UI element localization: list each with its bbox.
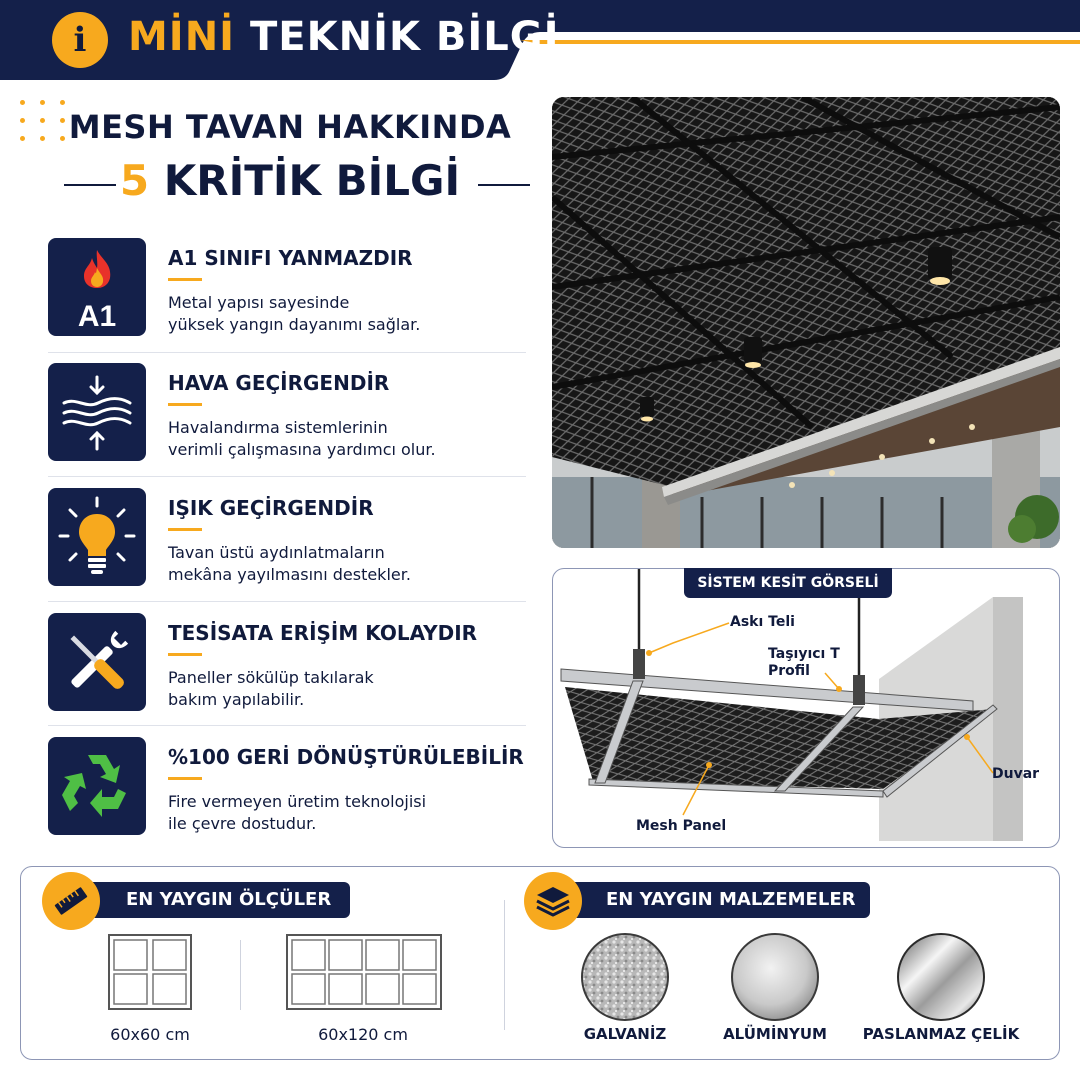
ruler-icon <box>42 872 100 930</box>
banner-title-main: TEKNİK BİLGİ <box>249 14 560 60</box>
feature-description: Havalandırma sistemlerinin verimli çalışmasına yardımcı olur. <box>168 418 436 459</box>
aluminyum-swatch <box>730 932 820 1022</box>
layers-icon <box>524 872 582 930</box>
divider <box>504 900 505 1030</box>
feature-accent-bar <box>168 653 202 656</box>
heading-line1: MESH TAVAN HAKKINDA <box>68 108 512 146</box>
feature-item-recycle <box>48 737 526 837</box>
divider <box>48 476 526 477</box>
feature-accent-bar <box>168 777 202 780</box>
material-label: GALVANİZ <box>583 1025 667 1043</box>
callout-tasiyici-profil: Taşıyıcı T Profil <box>768 646 840 679</box>
banner-title-accent: MİNİ <box>128 14 236 60</box>
callout-mesh-panel: Mesh Panel <box>636 818 727 834</box>
feature-item-air <box>48 363 526 463</box>
heading-line2 <box>40 156 540 205</box>
feature-title: %100 GERİ DÖNÜŞTÜRÜLEBİLİR <box>168 745 524 769</box>
tile-60x60-icon <box>108 934 192 1010</box>
heading-line2-text: KRİTİK BİLGİ <box>163 156 461 205</box>
feature-item-fire <box>48 238 526 338</box>
info-icon: i <box>52 12 108 68</box>
feature-accent-bar <box>168 278 202 281</box>
section-drawing <box>553 569 1061 849</box>
material-label: PASLANMAZ ÇELİK <box>862 1025 1020 1043</box>
feature-item-light <box>48 488 526 588</box>
divider <box>240 940 241 1010</box>
callout-aski-teli: Askı Teli <box>730 614 795 630</box>
galvaniz-swatch <box>580 932 670 1022</box>
feature-accent-bar <box>168 528 202 531</box>
section-tag: SİSTEM KESİT GÖRSELİ <box>684 568 892 598</box>
feature-title: IŞIK GEÇİRGENDİR <box>168 496 374 520</box>
feature-item-access <box>48 613 526 713</box>
heading-rule-right <box>478 184 530 186</box>
banner-title <box>128 14 559 60</box>
recycle-icon <box>48 737 146 835</box>
fire-a1-icon <box>48 238 146 336</box>
size-label: 60x60 cm <box>110 1025 190 1044</box>
feature-description: Metal yapısı sayesinde yüksek yangın dayanımı sağlar. <box>168 293 421 334</box>
feature-title: TESİSATA ERİŞİM KOLAYDIR <box>168 621 478 645</box>
heading-number: 5 <box>119 156 150 205</box>
feature-description: Fire vermeyen üretim teknolojisi ile çevre dostudur. <box>168 792 427 833</box>
feature-description: Tavan üstü aydınlatmaların mekâna yayılmasını destekler. <box>168 543 411 584</box>
feature-title: A1 SINIFI YANMAZDIR <box>168 246 413 270</box>
divider <box>48 601 526 602</box>
header-banner <box>0 0 1080 80</box>
ceiling-photo <box>552 97 1060 548</box>
divider <box>48 352 526 353</box>
callout-duvar: Duvar <box>992 766 1040 782</box>
size-label: 60x120 cm <box>318 1025 408 1044</box>
feature-accent-bar <box>168 403 202 406</box>
section-diagram <box>552 568 1060 848</box>
material-label: ALÜMİNYUM <box>723 1025 827 1043</box>
feature-description: Paneller sökülüp takılarak bakım yapılabilir. <box>168 668 374 709</box>
divider <box>48 725 526 726</box>
materials-tag: EN YAYGIN MALZEMELER <box>566 882 870 918</box>
fire-a1-badge: A1 <box>77 300 117 333</box>
tile-60x120-icon <box>286 934 442 1010</box>
sizes-tag: EN YAYGIN ÖLÇÜLER <box>86 882 350 918</box>
feature-title: HAVA GEÇİRGENDİR <box>168 371 390 395</box>
tools-icon <box>48 613 146 711</box>
light-bulb-icon <box>48 488 146 586</box>
paslanmaz-celik-swatch <box>896 932 986 1022</box>
airflow-icon <box>48 363 146 461</box>
